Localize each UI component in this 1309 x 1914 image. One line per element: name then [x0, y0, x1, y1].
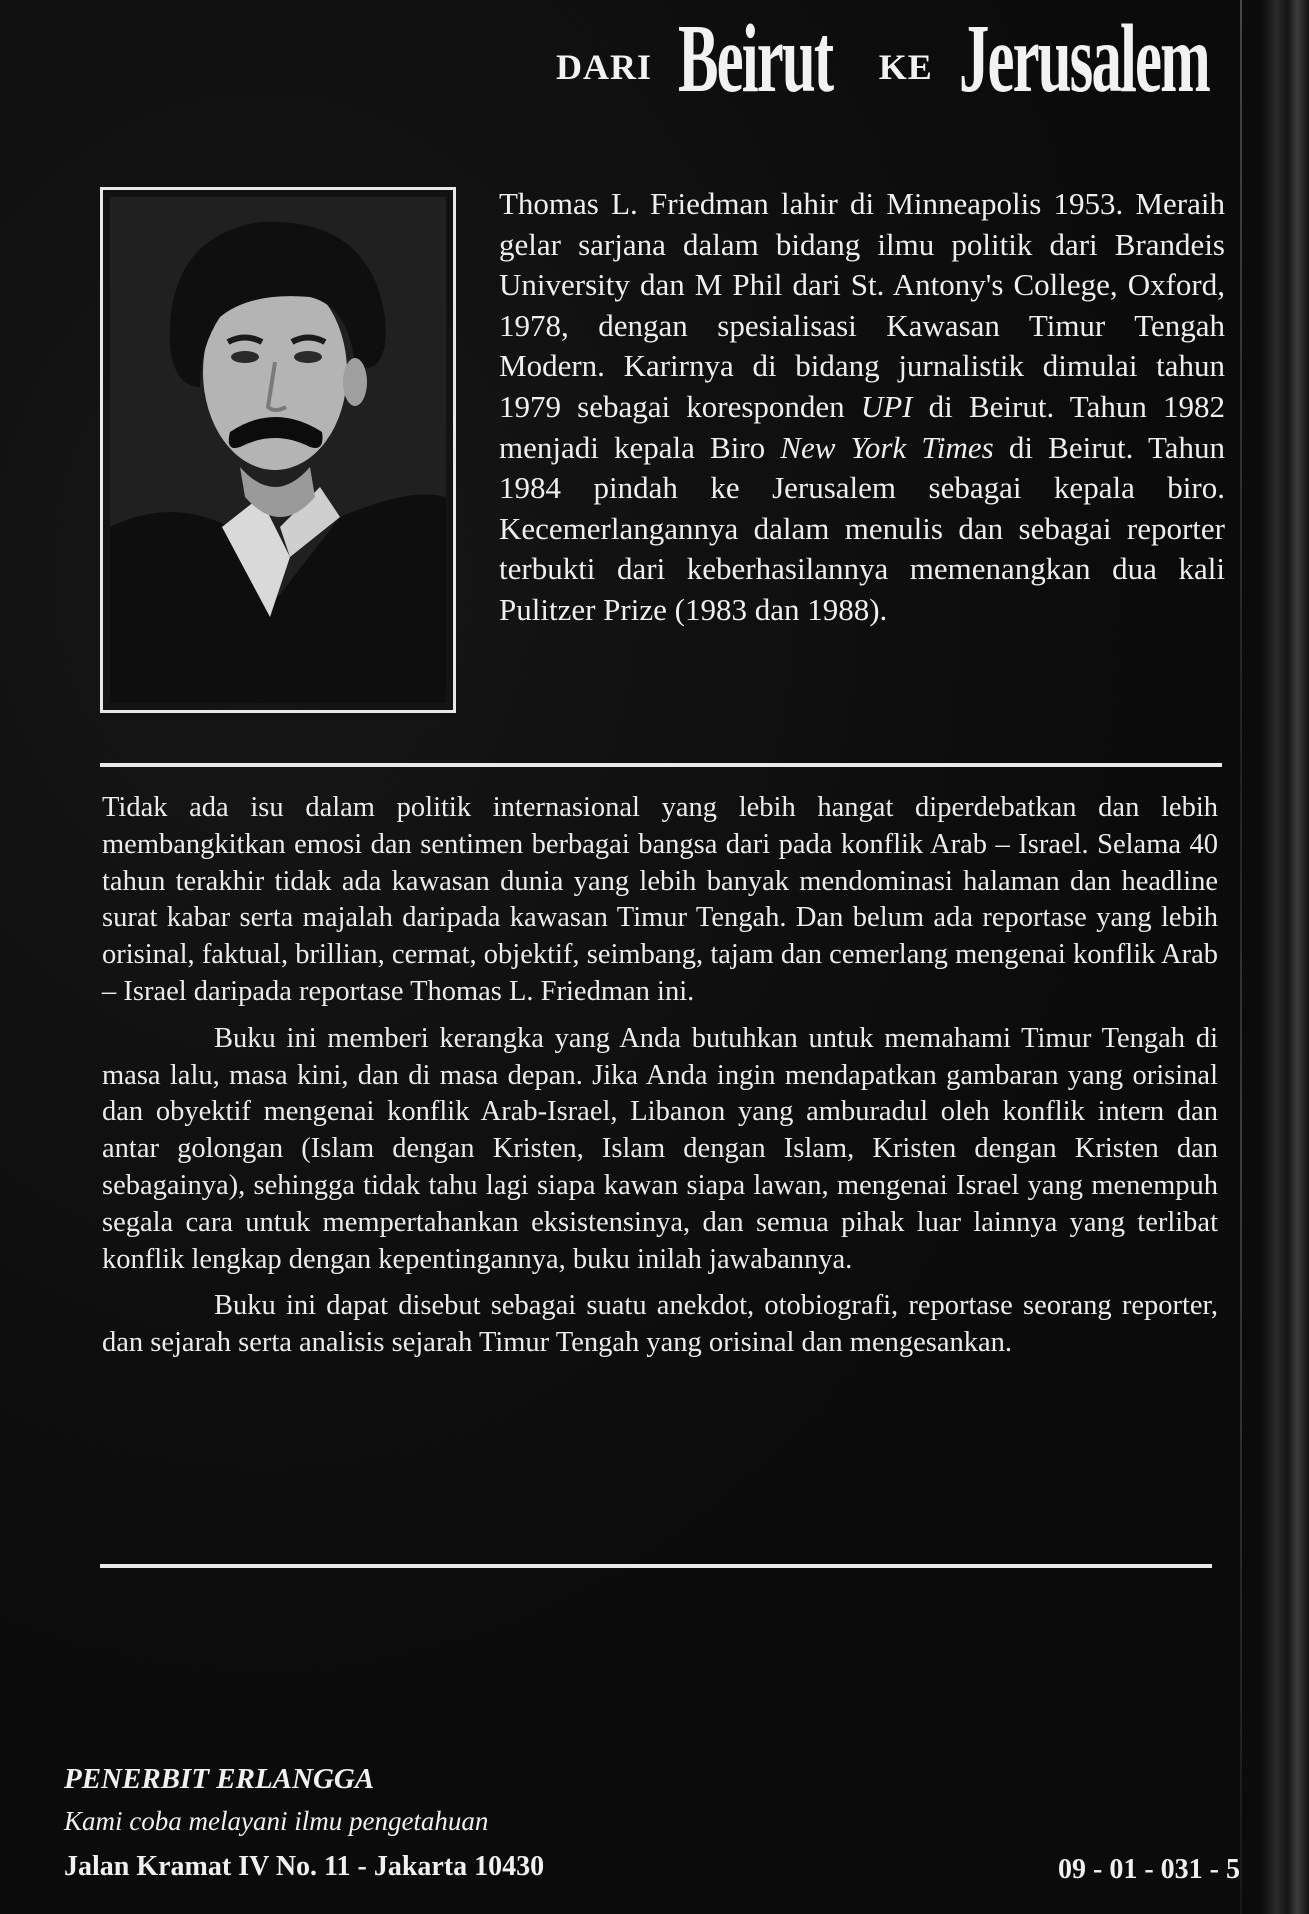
publisher-address: Jalan Kramat IV No. 11 - Jakarta 10430 — [64, 1851, 545, 1882]
author-portrait-icon — [110, 197, 446, 703]
worn-spine — [1262, 0, 1309, 1914]
cover-crease — [1240, 0, 1242, 1914]
title-prefix: DARI — [556, 47, 653, 87]
bio-nyt: New York Times — [780, 429, 994, 465]
title-connector: KE — [878, 47, 933, 87]
author-photo-frame — [100, 187, 456, 713]
divider-top — [100, 763, 1222, 767]
bio-text-2: di Beirut. Tahun 1982 menjadi kepala Biro — [499, 388, 1225, 465]
bio-upi: UPI — [860, 388, 913, 424]
bio-text-3: di Beirut. Tahun 1984 pindah ke Jerusalem sebagai kepala biro. Kecemerlangannya dalam menulis dan sebagai reporter terbukti dari keberhasilannya memenangkan dua kali Pulitzer Prize (1983 dan 1988). — [499, 429, 1225, 627]
title-word-beirut: Beirut — [678, 5, 833, 113]
blurb-paragraph-2: Buku ini memberi kerangka yang Anda butuhkan untuk memahami Timur Tengah di masa lalu, masa kini, dan di masa depan. Jika Anda ingin mendapatkan gambaran yang orisinal dan obyektif mengenai konflik Arab-Israel, Libanon yang amburadul oleh konflik intern dan antar golongan (Islam dengan Kristen, Islam dengan Islam, Kristen dengan Kristen dan sebagainya), sehingga tidak tahu lagi siapa kawan siapa lawan, mengenai Israel yang menempuh segala cara untuk mempertahankan eksistensinya, dan semua pihak luar lainnya yang terlibat konflik lengkap dengan kepentingannya, buku inilah jawabannya. — [102, 1022, 1218, 1275]
blurb-paragraph-1: Tidak ada isu dalam politik internasional yang lebih hangat diperdebatkan dan lebih membangkitkan emosi dan sentimen berbagai bangsa dari pada konflik Arab – Israel. Selama 40 tahun terakhir tidak ada kawasan dunia yang lebih banyak mendominasi halaman dan headline surat kabar serta majalah daripada kawasan Timur Tengah. Dan belum ada reportase yang lebih orisinal, faktual, brillian, cermat, objektif, seimbang, tajam dan cemerlang mengenai konflik Arab – Israel daripada reportase Thomas L. Friedman ini. — [102, 792, 1218, 1007]
divider-bottom — [100, 1564, 1212, 1568]
publisher-slogan: Kami coba melayani ilmu pengetahuan — [64, 1806, 489, 1836]
blurb-paragraph-3: Buku ini dapat disebut sebagai suatu anekdot, otobiografi, reportase seorang reporter, dan sejarah serta analisis sejarah Timur Tengah yang orisinal dan mengesankan. — [102, 1290, 1218, 1359]
catalog-code: 09 - 01 - 031 - 5 — [1058, 1854, 1240, 1885]
author-bio — [499, 184, 1225, 631]
publisher-block — [64, 1760, 764, 1886]
book-title — [556, 5, 1209, 113]
publisher-name: PENERBIT ERLANGGA — [64, 1763, 375, 1795]
blurb — [102, 790, 1218, 1372]
title-word-jerusalem: Jerusalem — [958, 5, 1209, 113]
bio-text-1: Thomas L. Friedman lahir di Minneapolis 1953. Meraih gelar sarjana dalam bidang ilmu politik dari Brandeis University dan M Phil dari St. Antony's College, Oxford, 1978, dengan spesialisasi Kawasan Timur Tengah Modern. Karirnya di bidang jurnalistik dimulai tahun 1979 sebagai koresponden — [499, 186, 1225, 424]
